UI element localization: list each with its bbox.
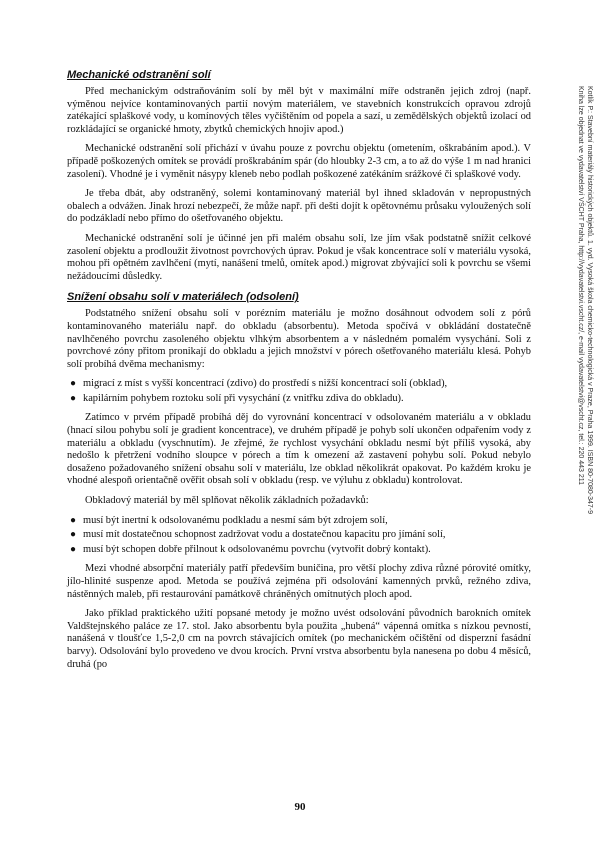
bullet-item (67, 515, 531, 528)
side-citation-line: Kniha lze objednat ve vydavatelství VŠCHT Praha, http://vydavatelstvi.vscht.cz/, e-mail vydavatelstvi@vscht.cz, tel.: 220 443 211 (577, 86, 584, 486)
bullet-item (67, 544, 531, 557)
bullet-list-requirements (67, 515, 531, 557)
paragraph: Mechanické odstranění solí je účinné jen při malém obsahu solí, lze jím však podstatně snížit celkové zasolení objektu a prodloužit životnost povrchových úprav. Pokud je však koncentrace solí v materiálu vysoká, mohou při opětném zavlhčení (mytí, nanášení tmelů, omítek apod.) migrovat zbývající soli k povrchu se všemi nežádoucími důsledky. (67, 232, 531, 282)
bullet-item (67, 393, 531, 406)
paragraph: Je třeba dbát, aby odstraněný, solemi kontaminovaný materiál byl ihned skladován v nepropustných obalech a odvážen. Jinak hrozí nebezpečí, že může např. při dešti dojít k opětovnému průsaku vyloužených solí do podzákladí nebo přímo do ošetřovaného objektu. (67, 188, 531, 225)
bullet-item (67, 378, 531, 391)
bullet-text: musí mít dostatečnou schopnost zadržovat vodu a dostatečnou kapacitu pro jímání solí, (83, 529, 446, 541)
paragraph: Podstatného snížení obsahu solí v porézním materiálu je možno dosáhnout odvodem solí z pórů kontaminovaného materiálu např. do obkladu (absorbentu). Metoda spočívá v obkládání dostatečně navlhčeného povrchu zasoleného objektu vlhkým absorbentem a v následném pomalém vysychání. Soli z povrchové zóny přitom pronikají do obkladu a jejich množství v pórech ošetřovaného materiálu klesá. Pohyb solí probíhá dvěma mechanismy: (67, 308, 531, 370)
section-heading-mechanical-removal: Mechanické odstranění solí (67, 69, 211, 81)
bullet-dot-icon: ● (70, 543, 77, 555)
paragraph: Obkladový materiál by měl splňovat několik základních požadavků: (85, 495, 369, 507)
bullet-item (67, 529, 531, 542)
bullet-dot-icon: ● (70, 378, 77, 390)
bullet-list-mechanisms (67, 378, 531, 405)
bullet-dot-icon: ● (70, 514, 77, 526)
bullet-text: musí být inertní k odsolovanému podkladu a nesmí sám být zdrojem solí, (83, 514, 388, 526)
page-content (67, 68, 531, 678)
side-citation-line: Kotlík P.: Stavební materiály historických objektů. 1. vyd. Vysoká škola chemicko-technologická v Praze, Praha 1999. ISBN 80-7080-347-9 (586, 86, 593, 514)
paragraph: Jako příklad praktického užití popsané metody je možno uvést odsolování původních barokních omítek Valdštejnského paláce ze 17. stol. Jako absorbentu byla použita „hubená“ vápenná omítka s nízkou pevností, nanášená v tloušťce 1,5-2,0 cm na povrch stávajících omítek (po mechanickém očištění od disperzní fasádní barvy). Odsolování bylo provedeno ve dvou krocích. První vrstva absorbentu byla nanesena po dobu 4 měsíců, druhá (po (67, 608, 531, 670)
paragraph: Zatímco v prvém případě probíhá děj do vyrovnání koncentrací v odsolovaném materiálu a v obkladu (hnací silou pohybu solí je gradient koncentrace), ve druhém případě je pohyb solí ukončen odpařením vody z materiálu a obkladu (vyschnutím). Je zřejmé, že rychlost vysychání obkladu nesmí být příliš vysoká, aby nedošlo k přetržení vodního sloupce v pórech a tím k omezení až zastavení pohybu solí. Pokud nebylo dosaženo požadovaného snížení obsahu solí v materiálu, lze obklad několikrát opakovat. Po každém kroku je vhodné alespoň orientačně ověřit obsah solí v obkladu (resp. ve výluhu z obkladu) kontrolovat. (67, 412, 531, 487)
paragraph: Mezi vhodné absorpční materiály patří především buničina, pro větší plochy zdiva různé pórovité omítky, jílo-hlinité suspenze apod. Metoda se používá zejména při odsolování kamenných prvků, režného zdiva, nástěnných maleb, při restaurování památkově chráněných omítnutých ploch apod. (67, 563, 531, 600)
side-citation-text (576, 86, 594, 646)
bullet-text: kapilárním pohybem roztoku solí při vysychání (z vnitřku zdiva do obkladu). (83, 392, 404, 404)
bullet-dot-icon: ● (70, 529, 77, 541)
bullet-text: migrací z míst s vyšší koncentrací (zdivo) do prostředí s nižší koncentrací solí (obklad), (83, 378, 448, 390)
paragraph: Před mechanickým odstraňováním solí by měl být v maximální míře odstraněn jejich zdroj (např. výměnou nejvíce kontaminovaných partií novým materiálem, ve stavebních konstrukcích opravou zdrojů zatékající splaškové vody, u komínových těles vyčištěním od popela a sazí, u zemědělských objektů izolací od rozkládající se organické hmoty, zbytků chemických hnojiv apod.) (67, 86, 531, 135)
bullet-text: musí být schopen dobře přilnout k odsolovanému povrchu (vytvořit dobrý kontakt). (83, 543, 431, 555)
page-number: 90 (294, 801, 306, 813)
side-citation-note (566, 86, 596, 646)
bullet-dot-icon: ● (70, 392, 77, 404)
paragraph: Mechanické odstranění solí přichází v úvahu pouze z povrchu objektu (ometením, oškrabáním apod.). V případě poškozených omítek se provádí proškrabáním spár (do hloubky 2-3 cm, a to až do výše 1 m nad hranici zasolení). Vhodné je i vyměnit násypy kleneb nebo podlah poškozené zatékáním srážkové či splaškové vody. (67, 143, 531, 180)
section-heading-desalination: Snížení obsahu solí v materiálech (odsolení) (67, 291, 299, 304)
